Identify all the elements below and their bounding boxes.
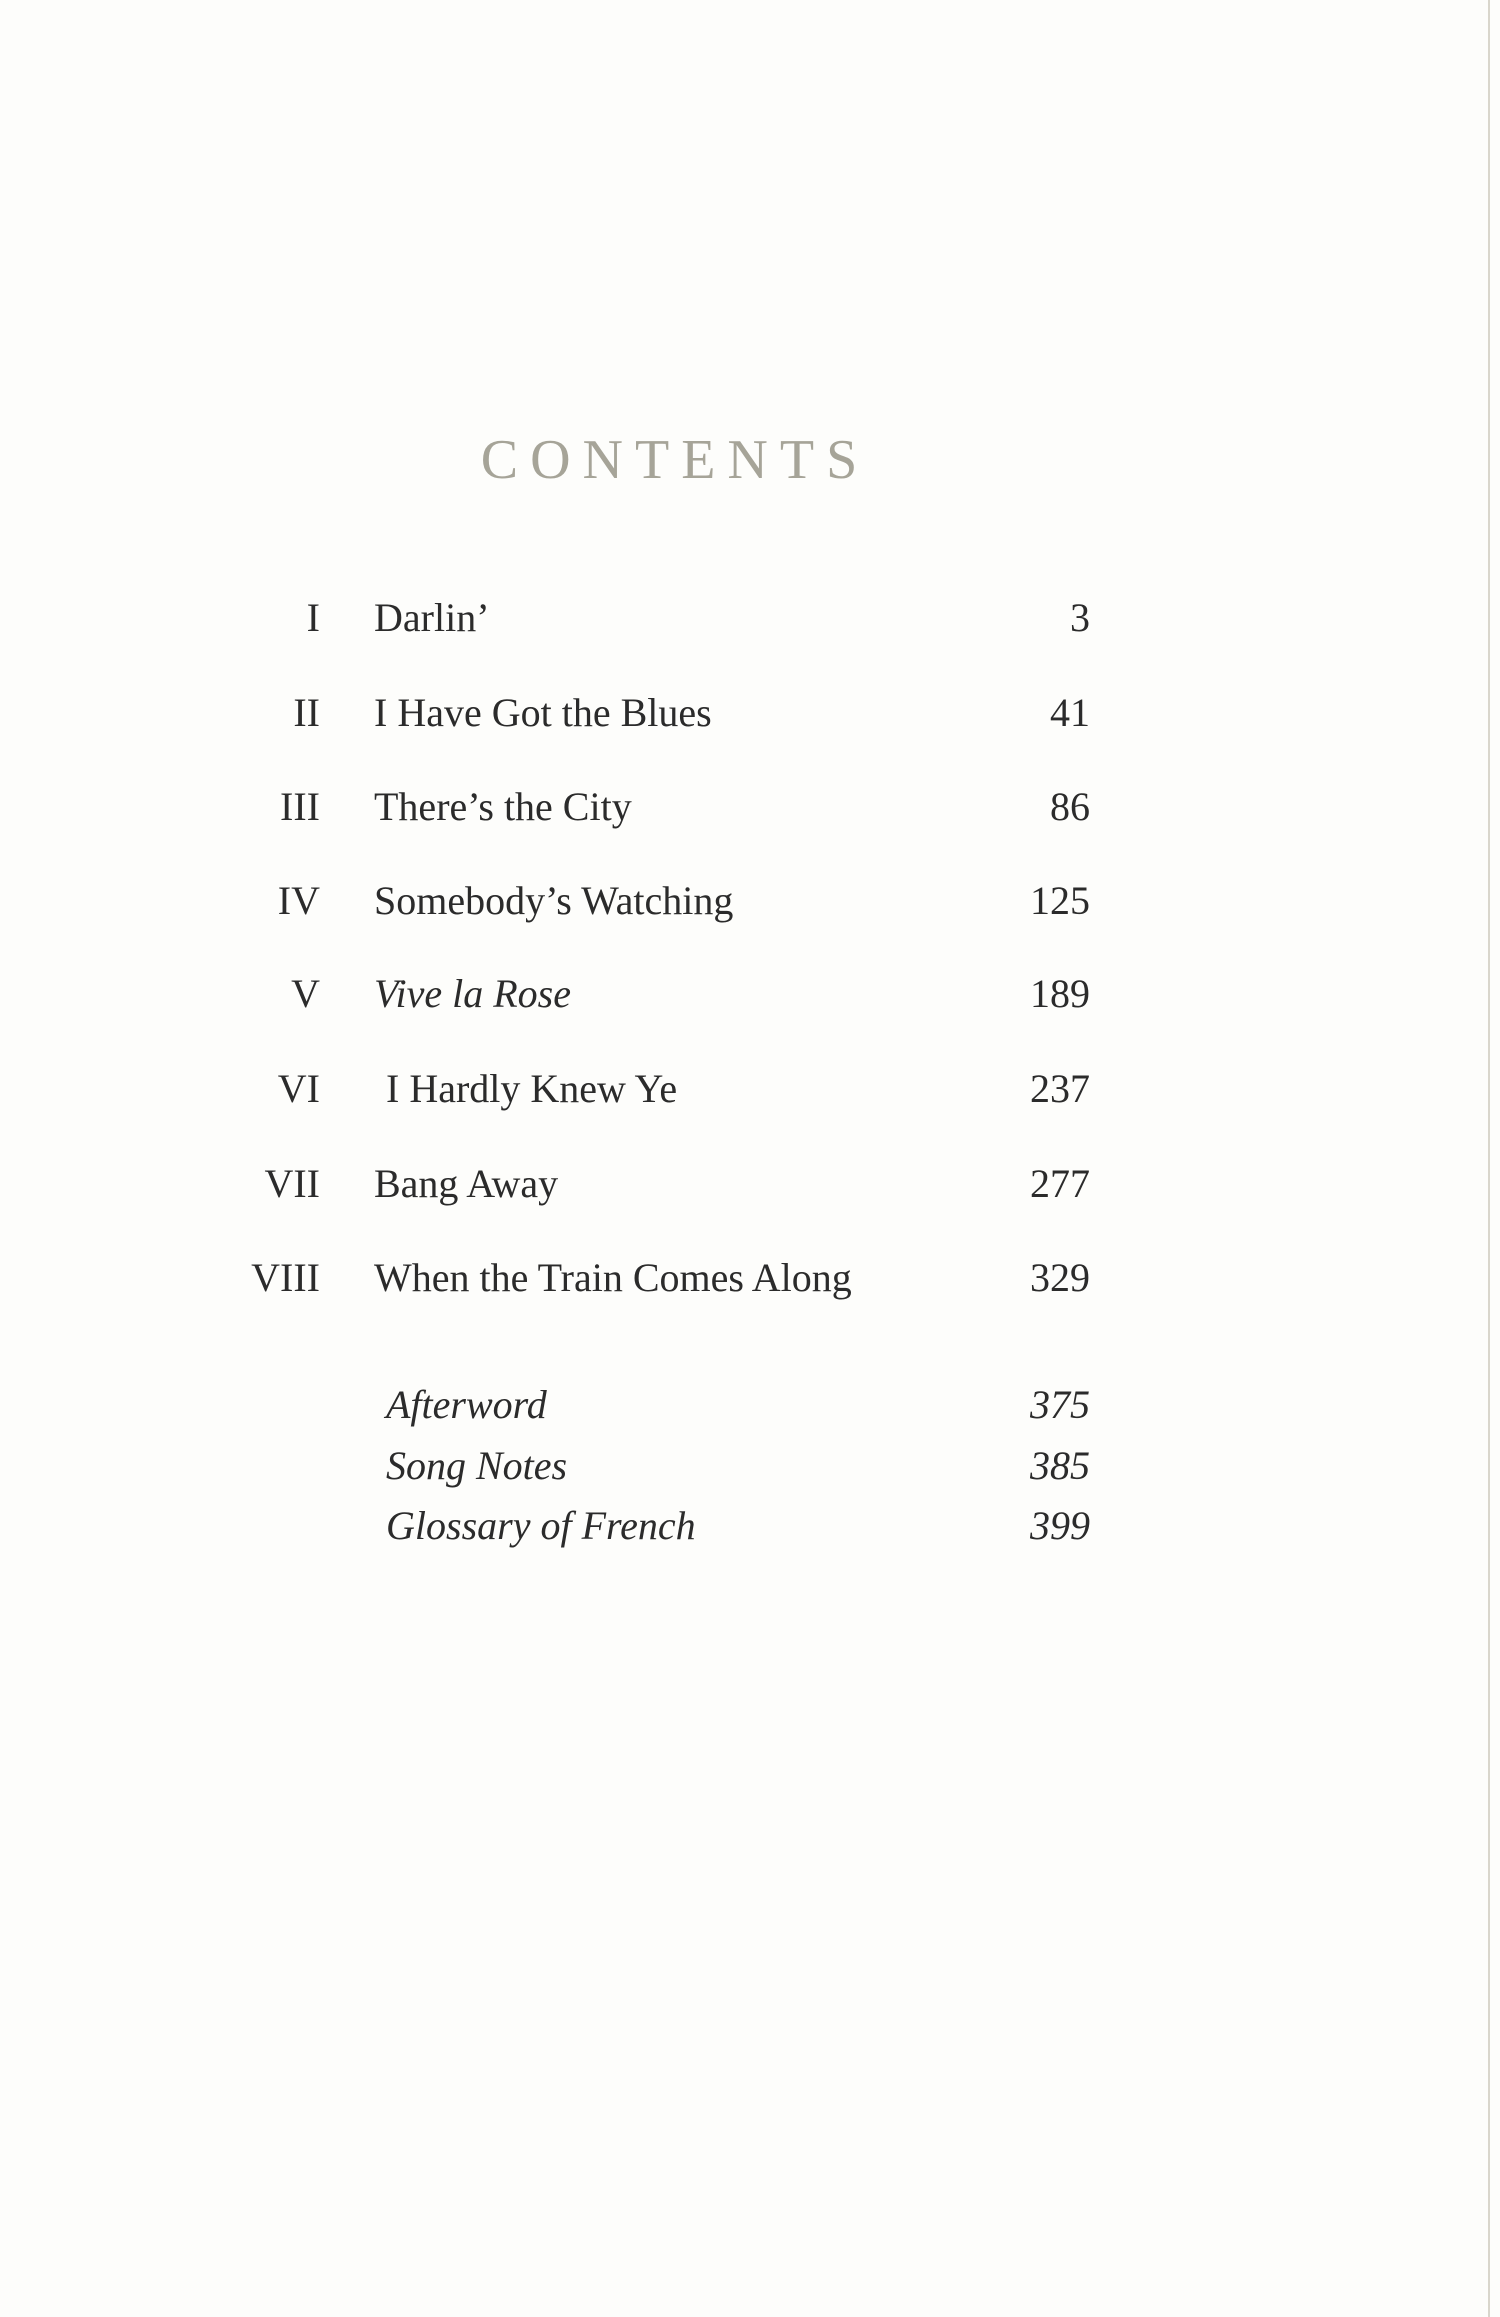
page-title: CONTENTS: [480, 429, 870, 491]
chapter-numeral: I: [306, 595, 320, 640]
page-number: 277: [1030, 1161, 1090, 1206]
chapter-title: Vive la Rose: [374, 971, 571, 1016]
toc-entry[interactable]: [0, 1154, 1500, 1214]
toc-entry[interactable]: [0, 1375, 1500, 1435]
toc-entry[interactable]: [0, 1496, 1500, 1556]
chapter-title: There’s the City: [374, 784, 632, 829]
chapter-numeral: VI: [277, 1066, 320, 1111]
toc-entry[interactable]: [0, 964, 1500, 1024]
toc-entry[interactable]: [0, 871, 1500, 931]
page-number: 385: [1030, 1443, 1090, 1488]
chapter-numeral: VII: [264, 1161, 320, 1206]
back-matter-title: Afterword: [386, 1382, 547, 1427]
back-matter-title: Song Notes: [386, 1443, 568, 1488]
toc-entry[interactable]: [0, 683, 1500, 743]
page-number: 3: [1070, 595, 1090, 640]
page-number: 189: [1030, 971, 1090, 1016]
toc-entry[interactable]: [0, 1059, 1500, 1119]
page-number: 375: [1030, 1382, 1090, 1427]
chapter-numeral: VIII: [251, 1255, 320, 1300]
page-number: 237: [1030, 1066, 1090, 1111]
chapter-title: I Hardly Knew Ye: [386, 1066, 678, 1111]
toc-entry[interactable]: [0, 588, 1500, 648]
chapter-title: When the Train Comes Along: [374, 1255, 852, 1300]
toc-entry[interactable]: [0, 777, 1500, 837]
page-number: 125: [1030, 878, 1090, 923]
page-number: 399: [1030, 1503, 1090, 1548]
chapter-title: Somebody’s Watching: [374, 878, 734, 923]
page-number: 329: [1030, 1255, 1090, 1300]
chapter-title: Darlin’: [374, 595, 490, 640]
toc-entry[interactable]: [0, 1248, 1500, 1308]
chapter-title: I Have Got the Blues: [374, 690, 712, 735]
page-number: 41: [1050, 690, 1090, 735]
toc-entry[interactable]: [0, 1436, 1500, 1496]
back-matter-title: Glossary of French: [386, 1503, 696, 1548]
chapter-numeral: II: [293, 690, 320, 735]
chapter-title: Bang Away: [374, 1161, 559, 1206]
chapter-numeral: V: [291, 971, 320, 1016]
chapter-numeral: III: [280, 784, 320, 829]
page-number: 86: [1050, 784, 1090, 829]
chapter-numeral: IV: [277, 878, 320, 923]
